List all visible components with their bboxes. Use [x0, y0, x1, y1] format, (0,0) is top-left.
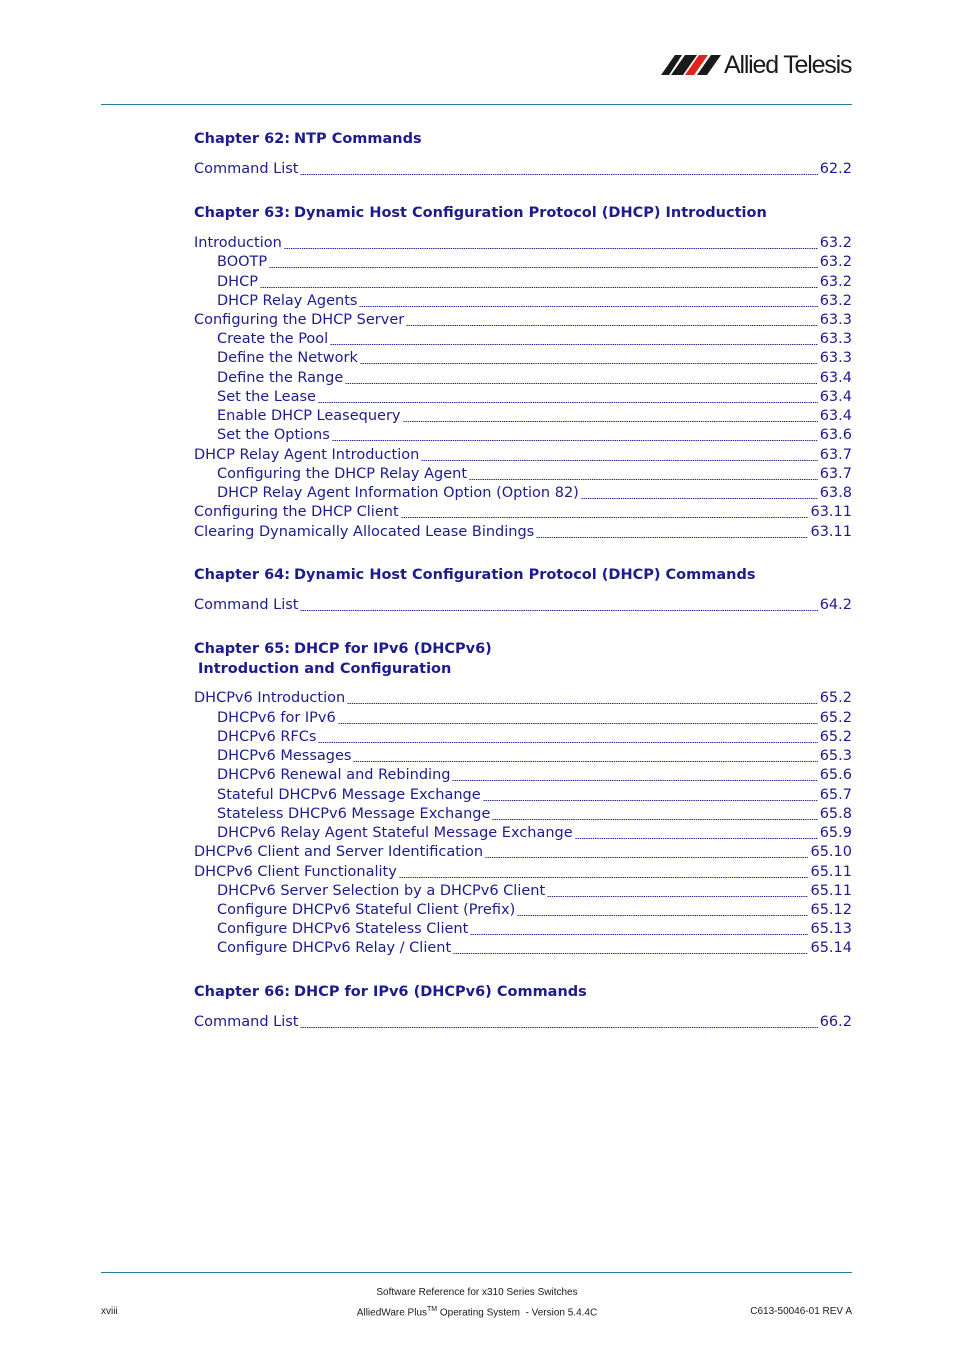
leader-dots: [421, 460, 817, 461]
toc-entry-page: 65.2: [819, 690, 852, 706]
toc-entry-page: 63.2: [819, 254, 852, 270]
chapter-title: Dynamic Host Configuration Protocol (DHCP) Introduction: [294, 205, 767, 221]
chapter-title: Dynamic Host Configuration Protocol (DHCP) Commands: [294, 567, 756, 583]
toc-entry-page: 63.6: [819, 427, 852, 443]
logo-wordmark: Allied Telesis: [724, 50, 852, 79]
toc-subentry[interactable]: [194, 484, 852, 503]
toc-entry-page: 63.7: [819, 466, 852, 482]
toc-subentry[interactable]: [194, 369, 852, 388]
toc-subentry[interactable]: [194, 426, 852, 445]
toc-entry-label: DHCPv6 Relay Agent Stateful Message Exchange: [217, 825, 573, 841]
toc-entry-page: 65.2: [819, 729, 852, 745]
toc-entry[interactable]: [194, 446, 852, 465]
toc-subentry[interactable]: [194, 939, 852, 958]
leader-dots: [469, 479, 818, 480]
chapter-number: Chapter 66:: [194, 984, 291, 1000]
toc-entry-label: BOOTP: [217, 254, 268, 270]
toc-entry-page: 65.9: [819, 825, 852, 841]
toc-entry-page: 63.3: [819, 331, 852, 347]
toc-entry-page: 65.6: [819, 767, 852, 783]
toc-entry-page: 65.2: [819, 710, 852, 726]
toc-entry-label: Set the Options: [217, 427, 330, 443]
leader-dots: [330, 344, 818, 345]
toc-entry-page: 62.2: [819, 161, 852, 177]
toc-entry-label: Stateful DHCPv6 Message Exchange: [217, 787, 481, 803]
toc-entry-label: Define the Range: [217, 370, 344, 386]
chapter-heading: [194, 983, 852, 1003]
toc-entry-page: 63.3: [819, 312, 852, 328]
leader-dots: [260, 287, 818, 288]
toc-entry-label: Command List: [194, 1014, 299, 1030]
toc-entry-page: 63.11: [810, 504, 852, 520]
toc-entry-label: Clearing Dynamically Allocated Lease Bindings: [194, 524, 535, 540]
leader-dots: [517, 915, 808, 916]
toc-entry-label: Configuring the DHCP Relay Agent: [217, 466, 468, 482]
logo-mark-icon: [661, 54, 721, 76]
footer-os-name: AlliedWare Plus: [356, 1307, 428, 1319]
toc-entry-page: 63.3: [819, 350, 852, 366]
toc-entry-page: 63.4: [819, 408, 852, 424]
toc-subentry[interactable]: [194, 388, 852, 407]
toc-entry-label: DHCPv6 RFCs: [217, 729, 317, 745]
toc-entry-label: DHCP: [217, 274, 258, 290]
toc-subentry[interactable]: [194, 407, 852, 426]
leader-dots: [453, 953, 808, 954]
leader-dots: [300, 1027, 817, 1028]
toc-entry-label: DHCPv6 Introduction: [194, 690, 346, 706]
toc-entry-page: 65.7: [819, 787, 852, 803]
header-rule: [101, 104, 852, 105]
toc-entry[interactable]: [194, 160, 852, 179]
toc-entry-page: 65.12: [810, 902, 852, 918]
leader-dots: [483, 800, 818, 801]
leader-dots: [406, 325, 817, 326]
toc-entry[interactable]: [194, 1013, 852, 1032]
leader-dots: [536, 537, 808, 538]
toc-subentry[interactable]: [194, 786, 852, 805]
toc-entry[interactable]: [194, 311, 852, 330]
toc-entry-page: 63.11: [810, 524, 852, 540]
footer-rule: [101, 1272, 852, 1273]
toc-entry-label: Command List: [194, 161, 299, 177]
toc-entry-page: 63.2: [819, 293, 852, 309]
toc-entry-page: 63.2: [819, 274, 852, 290]
leader-dots: [403, 421, 818, 422]
toc-entry[interactable]: [194, 843, 852, 862]
leader-dots: [581, 498, 818, 499]
document-id: C613-50046-01 REV A: [750, 1306, 852, 1317]
toc-entry-page: 65.8: [819, 806, 852, 822]
toc-entry-page: 66.2: [819, 1014, 852, 1030]
toc-entry-page: 63.7: [819, 447, 852, 463]
allied-telesis-logo: [661, 50, 856, 80]
chapter-number: Chapter 62:: [194, 131, 291, 147]
leader-dots: [353, 761, 817, 762]
toc-entry-page: 63.2: [819, 235, 852, 251]
leader-dots: [470, 934, 808, 935]
toc-entry-label: Configuring the DHCP Server: [194, 312, 405, 328]
toc-subentry[interactable]: [194, 805, 852, 824]
toc-entry-label: Introduction: [194, 235, 282, 251]
leader-dots: [300, 174, 817, 175]
toc-entry-label: Configure DHCPv6 Stateful Client (Prefix): [217, 902, 516, 918]
toc-subentry[interactable]: [194, 709, 852, 728]
toc-subentry[interactable]: [194, 253, 852, 272]
footer-document-title: Software Reference for x310 Series Switches: [376, 1287, 578, 1298]
toc-entry-label: DHCPv6 Client Functionality: [194, 864, 397, 880]
leader-dots: [318, 402, 818, 403]
chapter-number: Chapter 64:: [194, 567, 291, 583]
chapter-title: NTP Commands: [294, 131, 422, 147]
leader-dots: [399, 877, 809, 878]
trademark-mark: TM: [427, 1306, 438, 1313]
chapter-heading: [194, 130, 852, 150]
toc-entry-page: 65.3: [819, 748, 852, 764]
toc-entry[interactable]: [194, 234, 852, 253]
leader-dots: [485, 857, 808, 858]
toc-subentry[interactable]: [194, 728, 852, 747]
chapter-number: Chapter 63:: [194, 205, 291, 221]
leader-dots: [318, 742, 817, 743]
toc-entry[interactable]: [194, 863, 852, 882]
leader-dots: [452, 780, 817, 781]
footer-version-text: Operating System - Version 5.4.4C: [437, 1307, 598, 1319]
leader-dots: [347, 703, 818, 704]
toc-entry-label: DHCP Relay Agents: [217, 293, 358, 309]
leader-dots: [269, 267, 818, 268]
toc-subentry[interactable]: [194, 465, 852, 484]
toc-entry-page: 65.14: [810, 940, 852, 956]
leader-dots: [360, 363, 818, 364]
leader-dots: [338, 723, 818, 724]
toc-subentry[interactable]: [194, 766, 852, 785]
page-number: xviii: [101, 1306, 118, 1317]
leader-dots: [575, 838, 818, 839]
chapter-heading: [194, 204, 852, 224]
chapter-number: Chapter 65:: [194, 641, 291, 657]
toc-entry-label: Set the Lease: [217, 389, 316, 405]
chapter-heading: [194, 640, 852, 679]
toc-entry-page: 65.10: [810, 844, 852, 860]
toc-entry-label: Create the Pool: [217, 331, 329, 347]
toc-entry-label: DHCP Relay Agent Introduction: [194, 447, 420, 463]
toc-entry-label: DHCP Relay Agent Information Option (Option 82): [217, 485, 579, 501]
toc-subentry[interactable]: [194, 824, 852, 843]
toc-entry-page: 63.8: [819, 485, 852, 501]
toc-entry-label: Enable DHCP Leasequery: [217, 408, 401, 424]
chapter-title: DHCP for IPv6 (DHCPv6): [294, 641, 492, 657]
leader-dots: [300, 610, 817, 611]
toc-entry-label: Stateless DHCPv6 Message Exchange: [217, 806, 491, 822]
toc-entry-label: Configuring the DHCP Client: [194, 504, 399, 520]
leader-dots: [401, 517, 809, 518]
toc-subentry[interactable]: [194, 273, 852, 292]
toc-subentry[interactable]: [194, 349, 852, 368]
toc-entry-page: 63.4: [819, 370, 852, 386]
toc-entry-label: DHCPv6 Messages: [217, 748, 352, 764]
leader-dots: [284, 248, 818, 249]
leader-dots: [547, 896, 808, 897]
toc-subentry[interactable]: [194, 292, 852, 311]
leader-dots: [345, 383, 817, 384]
toc-subentry[interactable]: [194, 901, 852, 920]
toc-entry-page: 64.2: [819, 597, 852, 613]
toc-entry-label: DHCPv6 for IPv6: [217, 710, 336, 726]
toc-entry-page: 63.4: [819, 389, 852, 405]
leader-dots: [492, 819, 817, 820]
toc-entry-label: Define the Network: [217, 350, 358, 366]
chapter-heading: [194, 566, 852, 586]
toc-subentry[interactable]: [194, 920, 852, 939]
toc-subentry[interactable]: [194, 330, 852, 349]
toc-entry[interactable]: [194, 689, 852, 708]
chapter-title-line2: Introduction and Configuration: [198, 660, 452, 677]
chapter-title: DHCP for IPv6 (DHCPv6) Commands: [294, 984, 587, 1000]
toc-entry-label: Configure DHCPv6 Relay / Client: [217, 940, 452, 956]
toc-entry-label: DHCPv6 Client and Server Identification: [194, 844, 484, 860]
toc-entry-page: 65.11: [810, 883, 852, 899]
toc-subentry[interactable]: [194, 882, 852, 901]
leader-dots: [359, 306, 817, 307]
toc-entry-label: DHCPv6 Server Selection by a DHCPv6 Client: [217, 883, 546, 899]
toc-entry-page: 65.13: [810, 921, 852, 937]
toc-subentry[interactable]: [194, 747, 852, 766]
toc-entry-label: Command List: [194, 597, 299, 613]
toc-entry[interactable]: [194, 523, 852, 542]
toc-entry[interactable]: [194, 503, 852, 522]
leader-dots: [332, 440, 818, 441]
toc-entry-label: DHCPv6 Renewal and Rebinding: [217, 767, 451, 783]
toc-entry-label: Configure DHCPv6 Stateless Client: [217, 921, 469, 937]
toc-entry-page: 65.11: [810, 864, 852, 880]
toc-entry[interactable]: [194, 596, 852, 615]
